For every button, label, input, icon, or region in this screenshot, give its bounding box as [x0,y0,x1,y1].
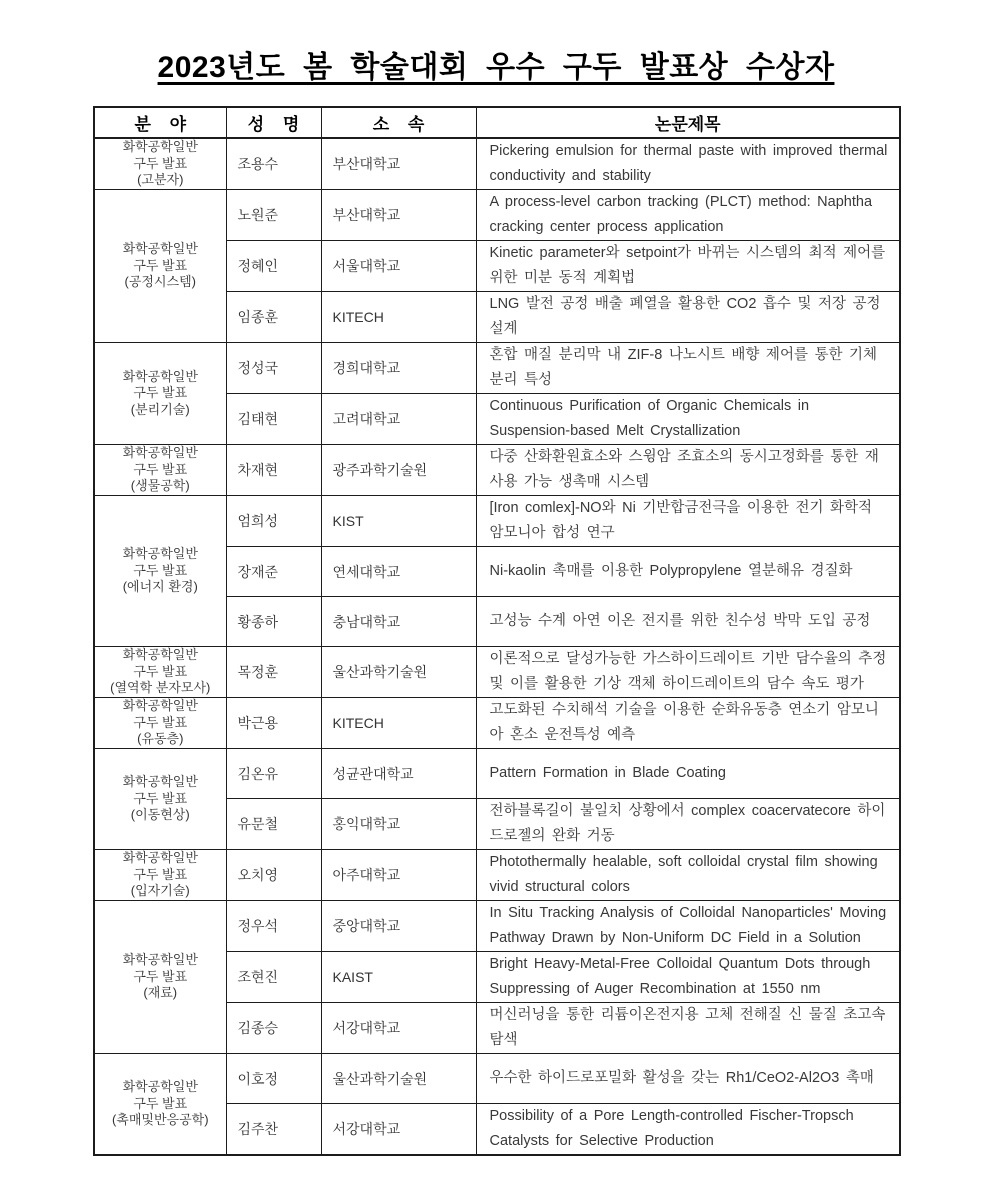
name-cell: 노원준 [226,190,321,241]
paper-title-cell: Ni-kaolin 촉매를 이용한 Polypropylene 열분해유 경질화 [476,547,900,597]
page-title: 2023년도 봄 학술대회 우수 구두 발표상 수상자 [157,51,835,84]
name-cell: 정성국 [226,343,321,394]
field-line: 화학공학일반 [122,445,198,461]
paper-title-cell: 다중 산화환원효소와 스윙암 조효소의 동시고정화를 통한 재사용 가능 생촉매 시스템 [476,445,900,496]
name-cell: 김종승 [226,1003,321,1054]
field-line: 화학공학일반 [122,1079,198,1095]
field-line: 화학공학일반 [122,647,198,663]
paper-title-cell: Pickering emulsion for thermal paste with improved thermal conductivity and stability [476,138,900,190]
awards-table [93,106,901,1156]
paper-title-cell: LNG 발전 공정 배출 폐열을 활용한 CO2 흡수 및 저장 공정 설계 [476,292,900,343]
table-row [94,496,900,547]
field-cell [94,647,226,698]
paper-title-cell: 이론적으로 달성가능한 가스하이드레이트 기반 담수율의 추정 및 이를 활용한 기상 객체 하이드레이트의 담수 속도 평가 [476,647,900,698]
field-cell [94,496,226,647]
affiliation-cell: 성균관대학교 [321,749,476,799]
field-line: (촉매및반응공학) [111,1112,209,1128]
table-row [94,190,900,241]
col-header-paper-title: 논문제목 [476,107,900,138]
field-cell [94,850,226,901]
paper-title-cell: 머신러닝을 통한 리튬이온전지용 고체 전해질 신 물질 초고속 탐색 [476,1003,900,1054]
name-cell: 김태현 [226,394,321,445]
field-line: 구두 발표 [133,385,188,401]
field-line: 화학공학일반 [122,546,198,562]
affiliation-cell: 고려대학교 [321,394,476,445]
field-line: (유동층) [137,731,184,747]
table-row [94,445,900,496]
paper-title-cell: Photothermally healable, soft colloidal crystal film showing vivid structural colors [476,850,900,901]
field-line: 구두 발표 [133,714,188,730]
field-line: (고분자) [137,172,184,188]
field-line: 구두 발표 [133,663,188,679]
affiliation-cell: 홍익대학교 [321,799,476,850]
field-line: 화학공학일반 [122,139,198,155]
field-line: 화학공학일반 [122,774,198,790]
table-body [94,138,900,1155]
affiliation-cell: 연세대학교 [321,547,476,597]
field-line: 구두 발표 [133,790,188,806]
paper-title-cell: Kinetic parameter와 setpoint가 바뀌는 시스템의 최적 제어를 위한 미분 동적 계획법 [476,241,900,292]
table-header [94,107,900,138]
name-cell: 정우석 [226,901,321,952]
col-header-name: 성 명 [226,107,321,138]
affiliation-cell: 충남대학교 [321,597,476,647]
paper-title-cell: 고성능 수계 아연 이온 전지를 위한 친수성 박막 도입 공정 [476,597,900,647]
paper-title-cell: A process-level carbon tracking (PLCT) method: Naphtha cracking center process application [476,190,900,241]
field-cell [94,190,226,343]
field-line: (생물공학) [130,478,190,494]
paper-title-cell: 전하블록길이 불일치 상황에서 complex coacervatecore 하이드로젤의 완화 거동 [476,799,900,850]
field-cell [94,901,226,1054]
field-line: 구두 발표 [133,1095,188,1111]
field-line: 구두 발표 [133,866,188,882]
affiliation-cell: KITECH [321,292,476,343]
field-cell [94,698,226,749]
field-cell [94,138,226,190]
name-cell: 임종훈 [226,292,321,343]
field-line: (분리기술) [130,401,190,417]
name-cell: 조현진 [226,952,321,1003]
field-line: 화학공학일반 [122,368,198,384]
paper-title-cell: 혼합 매질 분리막 내 ZIF-8 나노시트 배향 제어를 통한 기체 분리 특성 [476,343,900,394]
field-line: 화학공학일반 [122,850,198,866]
affiliation-cell: KIST [321,496,476,547]
col-header-affiliation: 소 속 [321,107,476,138]
name-cell: 김주찬 [226,1104,321,1156]
affiliation-cell: 중앙대학교 [321,901,476,952]
field-line: (공정시스템) [124,274,196,290]
affiliation-cell: 광주과학기술원 [321,445,476,496]
name-cell: 조용수 [226,138,321,190]
name-cell: 김온유 [226,749,321,799]
table-row [94,749,900,799]
affiliation-cell: 서강대학교 [321,1104,476,1156]
paper-title-cell: [Iron comlex]-NO와 Ni 기반합금전극을 이용한 전기 화학적 암모니아 합성 연구 [476,496,900,547]
affiliation-cell: 서울대학교 [321,241,476,292]
table-row [94,901,900,952]
name-cell: 차재현 [226,445,321,496]
affiliation-cell: 부산대학교 [321,190,476,241]
paper-title-cell: In Situ Tracking Analysis of Colloidal Nanoparticles' Moving Pathway Drawn by Non-Uniform DC Field in a Solution [476,901,900,952]
col-header-field: 분 야 [94,107,226,138]
table-row [94,343,900,394]
field-line: (열역학 분자모사) [110,680,211,696]
name-cell: 목정훈 [226,647,321,698]
field-cell [94,1054,226,1156]
field-line: 구두 발표 [133,155,188,171]
affiliation-cell: KITECH [321,698,476,749]
table-row [94,647,900,698]
field-line: 구두 발표 [133,257,188,273]
affiliation-cell: 부산대학교 [321,138,476,190]
table-row [94,138,900,190]
field-cell [94,445,226,496]
table-row [94,1054,900,1104]
paper-title-cell: 우수한 하이드로포밀화 활성을 갖는 Rh1/CeO2-Al2O3 촉매 [476,1054,900,1104]
table-row [94,850,900,901]
field-line: (에너지 환경) [122,579,198,595]
paper-title-cell: 고도화된 수치해석 기술을 이용한 순화유동층 연소기 암모니아 혼소 운전특성 예측 [476,698,900,749]
paper-title-cell: Continuous Purification of Organic Chemicals in Suspension-based Melt Crystallization [476,394,900,445]
name-cell: 정혜인 [226,241,321,292]
affiliation-cell: 울산과학기술원 [321,1054,476,1104]
field-line: 화학공학일반 [122,241,198,257]
field-line: 화학공학일반 [122,952,198,968]
table-row [94,698,900,749]
name-cell: 장재준 [226,547,321,597]
affiliation-cell: 울산과학기술원 [321,647,476,698]
name-cell: 박근용 [226,698,321,749]
field-line: (입자기술) [130,883,190,899]
name-cell: 황종하 [226,597,321,647]
field-line: 구두 발표 [133,968,188,984]
field-line: (이동현상) [130,807,190,823]
header-row [94,107,900,138]
field-line: 구두 발표 [133,562,188,578]
name-cell: 유문철 [226,799,321,850]
paper-title-cell: Pattern Formation in Blade Coating [476,749,900,799]
field-line: 화학공학일반 [122,698,198,714]
paper-title-cell: Bright Heavy-Metal-Free Colloidal Quantum Dots through Suppressing of Auger Recombination at 1550 nm [476,952,900,1003]
affiliation-cell: 서강대학교 [321,1003,476,1054]
field-cell [94,749,226,850]
field-line: (재료) [143,985,178,1001]
affiliation-cell: 경희대학교 [321,343,476,394]
affiliation-cell: 아주대학교 [321,850,476,901]
paper-title-cell: Possibility of a Pore Length-controlled Fischer-Tropsch Catalysts for Selective Production [476,1104,900,1156]
name-cell: 엄희성 [226,496,321,547]
field-line: 구두 발표 [133,461,188,477]
field-cell [94,343,226,445]
name-cell: 오치영 [226,850,321,901]
name-cell: 이호정 [226,1054,321,1104]
affiliation-cell: KAIST [321,952,476,1003]
